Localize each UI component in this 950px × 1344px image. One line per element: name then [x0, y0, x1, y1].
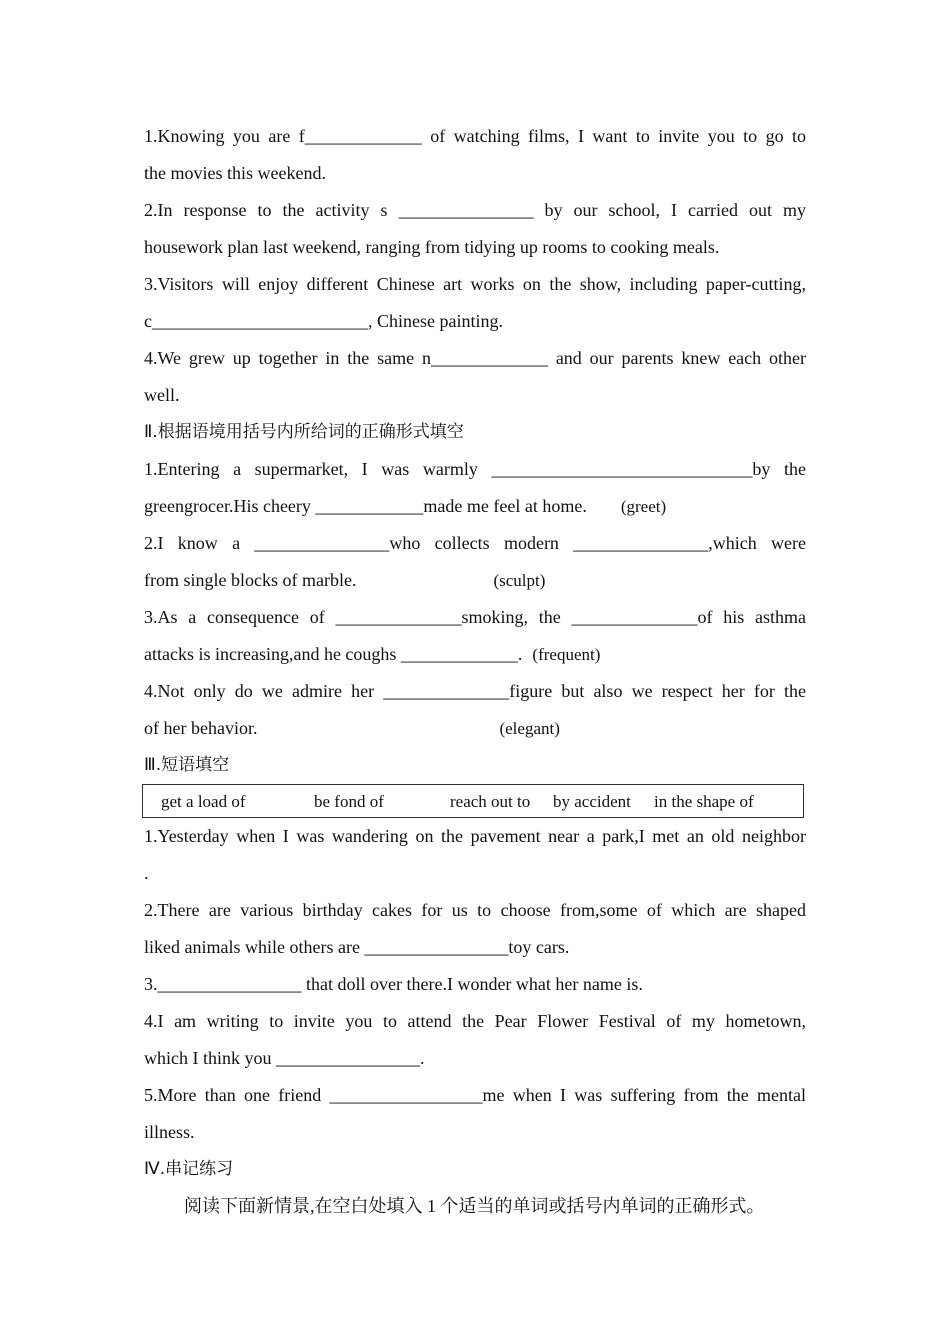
- s3-item2-line2: liked animals while others are ________________toy cars.: [144, 937, 570, 957]
- s2-item3-line2: [144, 636, 806, 673]
- phrase-bank: [142, 784, 804, 818]
- s2-item3-hint: (frequent): [532, 645, 601, 664]
- s2-item3-text: attacks is increasing,and he coughs _____________.: [144, 644, 523, 664]
- s3-item1-line2: .: [144, 863, 149, 883]
- s2-item1-hint: (greet): [620, 497, 667, 516]
- s1-item2-line2: housework plan last weekend, ranging from tidying up rooms to cooking meals.: [144, 237, 720, 257]
- section4-instruction: 阅读下面新情景,在空白处填入 1 个适当的单词或括号内单词的正确形式。: [184, 1196, 765, 1216]
- phrase-3: reach out to: [450, 792, 531, 811]
- phrase-5: in the shape of: [654, 792, 754, 811]
- phrase-4: by accident: [553, 792, 631, 811]
- phrase-2: be fond of: [314, 792, 384, 811]
- s2-item4-text: of her behavior.: [144, 718, 258, 738]
- s1-item1-line2: the movies this weekend.: [144, 163, 326, 183]
- s3-item4-line2: which I think you ________________.: [144, 1048, 425, 1068]
- s2-item2-text: from single blocks of marble.: [144, 570, 357, 590]
- s2-item4-line1: 4.Not only do we admire her ______________figure but also we respect her for the: [144, 681, 806, 701]
- s2-item2-line1: 2.I know a _______________who collects modern _______________,which were: [144, 533, 806, 553]
- s3-item1-line1: 1.Yesterday when I was wandering on the pavement near a park,I met an old neighbor: [144, 826, 806, 846]
- s1-item3-line2: c________________________, Chinese painting.: [144, 311, 503, 331]
- s1-item4-line1: 4.We grew up together in the same n_____________ and our parents knew each other: [144, 348, 806, 368]
- s1-item2-line1: 2.In response to the activity s _______________ by our school, I carried out my: [144, 200, 806, 220]
- s2-item1-line2: [144, 488, 806, 525]
- s3-item4-line1: 4.I am writing to invite you to attend the Pear Flower Festival of my hometown,: [144, 1011, 806, 1031]
- s2-item2-hint: (sculpt): [493, 571, 546, 590]
- s3-item2-line1: 2.There are various birthday cakes for us to choose from,some of which are shaped: [144, 900, 806, 920]
- s2-item1-text: greengrocer.His cheery ____________made me feel at home.: [144, 496, 587, 516]
- phrase-1: get a load of: [161, 792, 246, 811]
- s2-item1-line1: 1.Entering a supermarket, I was warmly _____________________________by the: [144, 459, 806, 479]
- s1-item3-line1: 3.Visitors will enjoy different Chinese art works on the show, including paper-cutting,: [144, 274, 806, 294]
- section2-heading: Ⅱ.根据语境用括号内所给词的正确形式填空: [144, 422, 464, 442]
- s2-item2-line2: [144, 562, 806, 599]
- worksheet-page: [144, 118, 806, 1225]
- s2-item4-line2: [144, 710, 806, 747]
- s1-item1-line1: 1.Knowing you are f_____________ of watching films, I want to invite you to go to: [144, 126, 806, 146]
- section4-heading: Ⅳ.串记练习: [144, 1159, 234, 1179]
- s2-item3-line1: 3.As a consequence of ______________smoking, the ______________of his asthma: [144, 607, 806, 627]
- section3-heading: Ⅲ.短语填空: [144, 755, 230, 775]
- s3-item5-line1: 5.More than one friend _________________me when I was suffering from the mental: [144, 1085, 806, 1105]
- s1-item4-line2: well.: [144, 385, 180, 405]
- s3-item5-line2: illness.: [144, 1122, 195, 1142]
- s3-item3-line1: 3.________________ that doll over there.I wonder what her name is.: [144, 974, 643, 994]
- s2-item4-hint: (elegant): [499, 719, 560, 738]
